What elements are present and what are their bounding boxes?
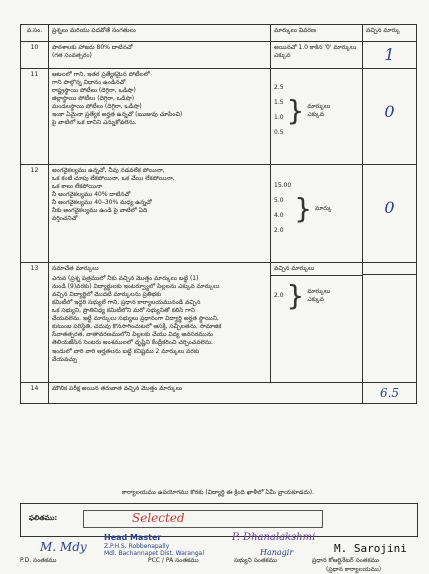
row-text-line: ఒక సభ్యుని, ప్రాతినిధ్య కమిటీలోని మరో సభ్యునితో కలిసి గాని [52, 307, 195, 315]
mark-value: 5.0 [274, 197, 284, 205]
row-text-line: జిల్లాస్థాయి పోటీలు (దెగ్గిరా, ఒడిషా) [52, 94, 135, 102]
table-row-10 [21, 42, 417, 69]
row-text [49, 42, 271, 69]
mark-value: 0.5 [274, 129, 284, 137]
row-text-line: కమిటీలో ఇద్దరి సభ్యులే గాని, ప్రధాన కార్యాలయమునండి వచ్చిన [52, 298, 201, 306]
mark-value: 4.0 [274, 212, 284, 220]
row-text-line: ఎగువ (ప్రశ్న పత్రములో నీకు వచ్చిన మొత్తం మార్కులు బట్టి (1) [52, 274, 199, 282]
pcc-signature-label: PCC / PA సంతకము [148, 557, 199, 564]
row-text-line: గాని పాల్గొన్న విధానం ఉండినచో [52, 78, 126, 86]
row-text-line: నీ అంగవైకల్యము 40–30% మధ్య ఉన్నచో [52, 198, 152, 206]
row-text-line: ఆటలలో గాని, ఇతర ప్రత్యేకమైన పోటీలలో [52, 70, 150, 78]
stamp-title: Head Master [104, 533, 162, 542]
row-number: 11 [21, 68, 49, 164]
row-number: 12 [21, 164, 49, 262]
header-awarded: వచ్చిన మార్కు [363, 25, 417, 42]
row-text-line: పై వాటిలో ఒక దానిని ఎన్నుకోవలెను. [52, 119, 137, 127]
member-signature-label: సభ్యుని సంతకము [234, 557, 278, 564]
row-text-line: ఇందులో వారి వారి అర్హతలను బట్టి కనిష్టము 2 మార్కులు వరకు [52, 347, 200, 355]
marks-table [20, 24, 417, 404]
row-text-line: మండలస్థాయి పోటీలు (దెగ్గిరా, ఒడిషా) [52, 102, 142, 110]
row-marks [271, 68, 363, 164]
marks-label: మార్కులు ఎక్కువ [307, 102, 331, 118]
row-text: మౌలిక పరీక్ష అయిన తరువాత వచ్చిన మొత్తం మార్కులు [49, 382, 363, 403]
pcc-signature: P. Dhanalakshmi [232, 532, 316, 543]
mark-value: 2.5 [274, 84, 284, 92]
row-text-line: ఒక కాలు లేకపోయినా [52, 182, 103, 190]
marks-label: మార్కులు ఎక్కువ [307, 287, 331, 303]
mark-value: 15.00 [274, 182, 292, 190]
row-text-line: అంగవైకల్యము ఉన్నచో, నీవు నడవలేక పోయినా, [52, 166, 165, 174]
head-office-label: (ప్రధాన కార్యాలయము) [326, 566, 382, 573]
row-text-line: నీ అంగవైకల్యము 40% దాటినచో [52, 190, 131, 198]
member-signature: Hanagir [260, 548, 294, 557]
result-box [20, 503, 418, 537]
row-number: 13 [21, 262, 49, 382]
row-text-line: ఒక కంటి చూపు లేకపోయినా, ఒక చేయి లేకపోయినా, [52, 174, 175, 182]
result-label: ఫలితము: [29, 514, 58, 522]
row-text-line: ఇంకా ఏమైనా ప్రత్యేక అర్హత ఉన్నచో (ఋజువు చూపించి) [52, 111, 183, 119]
table-row-11 [21, 68, 417, 164]
pd-signature-label: P.D. సంతకము [20, 557, 57, 564]
row-marks [271, 262, 363, 382]
row-text-line: (గత సంవత్సరం) [52, 52, 92, 60]
row-title: సమాచేత మార్కులు [52, 264, 99, 272]
row-awarded [363, 164, 417, 262]
office-use-note: కార్యాలయము ఉపయోగము కొరకు (విద్యార్థి ఈ క్రింది ఖాళీలో ఏమీ వ్రాయకూడదు). [121, 489, 315, 496]
row-text-line: వచ్చిన విద్యార్థిలో మొదటి మార్కులను ప్రతిభకు [52, 290, 162, 298]
row-number: 14 [21, 382, 49, 403]
awarded-handwritten: 0 [384, 197, 395, 217]
row-text-line: కుటుంబ పరిస్థితి, చదువు కొనసాగించుటలో ఆసక్తి, సచ్ఛీలతను, సామాజిక [52, 323, 222, 331]
head-master-stamp [104, 533, 204, 557]
marks-label: మార్కు [315, 204, 332, 212]
row-text [49, 262, 271, 382]
brace-icon: } [286, 278, 305, 312]
result-value: Selected [132, 511, 185, 525]
row-awarded [363, 68, 417, 164]
row-awarded [363, 262, 417, 382]
row-marks-text: అయినచో 1.0 కాకిన '0' మార్కులు ఎక్కువ [271, 42, 363, 69]
row-text-line: నీకు అంగవైకల్యము ఉండి పై వాటిలో ఏది [52, 207, 148, 215]
row-text-line: వేయవచ్చు [52, 355, 78, 363]
mark-value: 2.0 [274, 291, 284, 299]
pd-signature: M. Mdy [40, 540, 87, 554]
row-text-line: పాఠశాలకు హాజరు 80% దాటినచో [52, 44, 133, 51]
row-text-line: రాష్ట్రస్థాయి పోటీలు (దెగ్గిరా, ఒడిషా) [52, 86, 136, 94]
row-text-line: వర్తించనిచో [52, 215, 78, 223]
row-text-line: చేయవలెను. ఇట్టి మార్కులు సభ్యులు ప్రధానంగా విద్యార్థి అర్హత స్థాయిని, [52, 315, 219, 323]
row-text-line: నుండి (9)వరకు) విద్యార్థులకు ఇంటర్వ్యూలో పిల్లలను ఎక్కువ మార్కులు [52, 282, 220, 290]
awarded-handwritten: 0 [384, 101, 395, 121]
row-number: 10 [21, 42, 49, 69]
table-row-12 [21, 164, 417, 262]
result-field [83, 510, 323, 528]
row-text [49, 68, 271, 164]
awarded-subheader: వచ్చిన మార్కులు [271, 263, 362, 276]
mark-value: 1.5 [274, 99, 284, 107]
coordinator-signature: M. Sarojini [334, 542, 407, 555]
stamp-line: Z.P.H.S. Robbenapally [104, 542, 170, 550]
coordinator-signature-label: ప్రధాన కోఆర్డినేటర్ సంతకము [312, 557, 379, 564]
row-text-line: తెలియజేసిన సెంటరు అంశములలో ధృష్టిని కేంద్రీకరించి చర్చించవలెను. [52, 339, 213, 347]
awarded-handwritten: 1 [384, 45, 395, 64]
awarded-subheader-blank [363, 263, 416, 275]
mark-value: 2.0 [274, 227, 284, 235]
row-text [49, 164, 271, 262]
brace-icon: } [294, 191, 313, 225]
row-marks [271, 164, 363, 262]
row-awarded [363, 382, 417, 403]
stamp-line: Mdl. Bachannapet Dist. Warangal [104, 549, 204, 557]
mark-value: 1.0 [274, 114, 284, 122]
table-header-row [21, 25, 417, 42]
header-sno: వ.సం. [21, 25, 49, 42]
awarded-handwritten: 6.5 [379, 385, 400, 400]
table-row-13 [21, 262, 417, 382]
row-awarded [363, 42, 417, 69]
header-marks: మార్కులు వివరణ [271, 25, 363, 42]
row-text-line: సేవాతత్పరత, వాతావరణములోని పిల్లలకు చేయు విద్య అవసరమును [52, 331, 214, 339]
header-particulars: ప్రశ్నలు మరియు పదవోతే సంగతులు [49, 25, 271, 42]
table-row-14 [21, 382, 417, 403]
brace-icon: } [286, 93, 305, 127]
